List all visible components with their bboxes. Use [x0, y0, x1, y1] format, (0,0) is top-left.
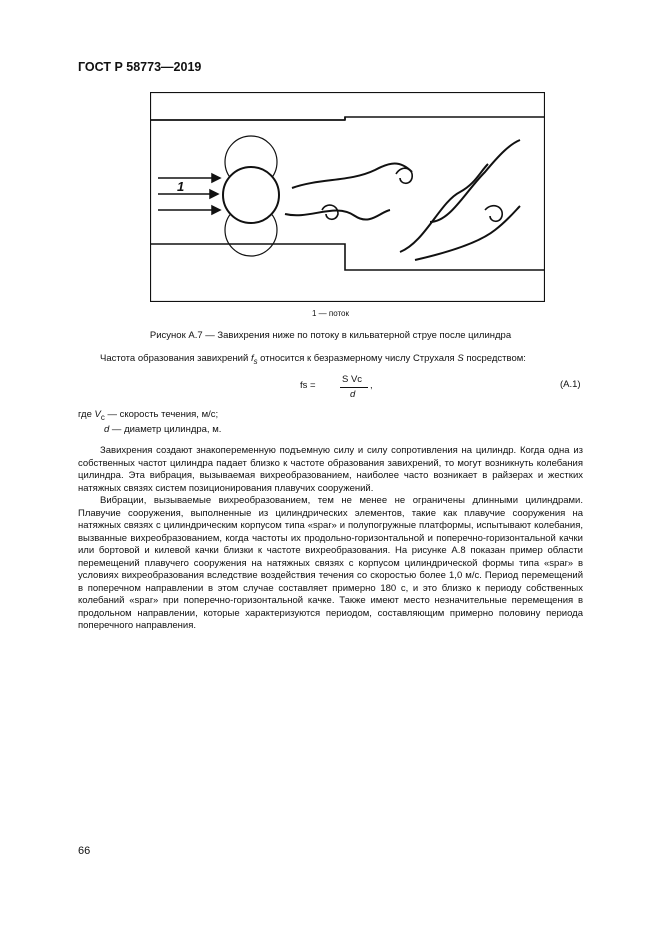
document-code: ГОСТ Р 58773—2019: [78, 60, 202, 74]
figure-caption: Рисунок А.7 — Завихрения ниже по потоку в кильватерной струе после цилиндра: [149, 330, 512, 341]
symbol-v-sub: c: [100, 412, 105, 422]
symbol-f: f: [250, 353, 254, 364]
wake-vortex-figure: [150, 92, 545, 302]
intro-paragraph: [100, 353, 580, 368]
cylinder: [223, 167, 279, 223]
symbol-d: d: [104, 424, 110, 435]
formula-comma: ,: [370, 380, 373, 391]
page-number: 66: [78, 845, 91, 857]
where-line-diameter: d — диаметр цилиндра, м.: [104, 424, 222, 435]
formula-lhs: fs =: [300, 380, 316, 391]
wake-vortex-diagram: [150, 92, 545, 302]
equation-number: (А.1): [560, 379, 581, 390]
wake-streamlines: [285, 140, 520, 260]
formula-denominator: d: [350, 389, 356, 400]
intro-text-2: относится к безразмерному числу Струхаля: [257, 353, 458, 364]
paragraph-floating-structures: Вибрации, вызываемые вихреобразованием, тем не менее не ограничены длинными цилиндрами. Плавучие сооружения, выполненные из цилиндрических элементов, такие как плавучие сооружения на натяжных связях с цилиндрическим корпусом типа «spar» и полупогружные платформы, испытывают колебания, вызванные вихреобразованием, когда частоты их продольно-горизонтальной и поперечно-горизонтальной качки или бортовой и килевой качки близки к частоте вихреобразования. На рисунке А.8 показан пример области перемещений плавучего сооружения на натяжных связях с корпусом цилиндрической формы типа «spar» в условиях вихреобразования вследствие воздействия течения со скоростью более 1,0 м/с. Период перемещений в поперечном направлении в этом случае составляет примерно 180 с, и это близко к периоду собственных колебаний «spar» при поперечно-горизонтальной качке. Также имеют место незначительные перемещения в продольном направлении, которые характеризуются периодом, составляющим примерно половину периода поперечного направления.: [78, 495, 583, 631]
formula-a1: [300, 374, 420, 404]
where-line-velocity: где $V_c$ — скорость течения, м/с;: [78, 409, 219, 422]
symbol-s: S: [457, 353, 464, 364]
fraction-bar: [340, 387, 368, 388]
lower-wall: [150, 244, 545, 270]
intro-text-1: Частота образования завихрений: [100, 353, 251, 364]
symbol-f-sub: s: [253, 356, 258, 366]
flow-arrows: [158, 174, 220, 214]
paragraph-vortex-forces: Завихрения создают знакопеременную подъемную силу и силу сопротивления на цилиндр. Когда одна из собственных частот цилиндра падает близко к частоте образования завихрений, то могут возникнуть колебания цилиндра. Эта вибрация, вызываемая вихреобразованием, наиболее часто возникает в райзерах и жестких натяжных связях систем позиционирования плавучих сооружений.: [78, 445, 583, 494]
intro-text-3: посредством:: [463, 353, 526, 364]
symbol-v: V: [94, 409, 101, 420]
figure-legend: 1 — поток: [311, 309, 350, 318]
formula-numerator: S Vc: [342, 374, 363, 385]
flow-label: 1: [177, 179, 185, 194]
